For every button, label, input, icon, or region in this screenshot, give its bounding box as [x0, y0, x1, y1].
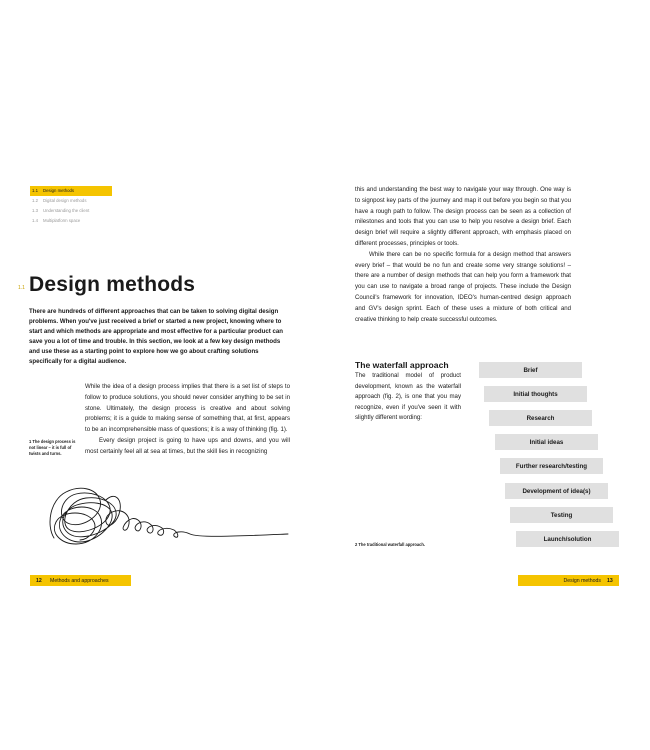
design-process-scribble-illustration [40, 470, 300, 560]
body-paragraph: While the idea of a design process implies that there is a set list of steps to follow to produce solutions, you should never consider anything to be set in stone. Ultimately, the design process is creative and about solving problems; it is a guide to making sense of something that, at first, appears to be an incomprehensible mass of questions; it is a way of thinking (fig. 1). [85, 383, 290, 434]
footer-chapter-label: Methods and approaches [50, 577, 109, 584]
waterfall-step-testing: Testing [510, 507, 613, 523]
waterfall-step-research: Research [489, 410, 592, 426]
toc-label: Understanding the client [43, 208, 90, 213]
toc-label: Multiplatform space [43, 218, 81, 223]
body-text-left [85, 382, 290, 458]
waterfall-step-brief: Brief [479, 362, 582, 378]
waterfall-step-initial-thoughts: Initial thoughts [484, 386, 587, 402]
body-text-right [355, 185, 571, 325]
body-paragraph: While there can be no specific formula for a design method that answers every brief – that would be no fun and create some very strange solutions! – there are a number of design methods that can help you form a framework that you can use to navigate a broad range of projects. These include the Design Council's framework for innovation, IDEO's human-centred design approach and GV's design sprint. Each of these uses a mixture of both critical and creative thinking to help create successful outcomes. [355, 250, 571, 323]
page-number-left: 12 [36, 577, 42, 584]
figure-1-caption: 1 The design process is not linear – it is full of twists and turns. [29, 439, 76, 456]
waterfall-paragraph: The traditional model of product development, known as the waterfall approach (fig. 2), is one that you may recognize, even if you've seen it with slightly different wording: [355, 372, 461, 422]
body-paragraph: Every design project is going to have ups and downs, and you will most certainly feel all at sea at times, but the skill lies in recognizing [85, 436, 290, 455]
toc-number: 1.4 [32, 218, 38, 223]
toc-item-understanding-the-client[interactable] [30, 206, 112, 216]
figure-2-caption: 2 The traditional waterfall approach. [355, 542, 426, 547]
footer-section-label: Design methods [563, 577, 601, 584]
toc-label: Digital design methods [43, 198, 87, 203]
toc-item-multiplatform-space[interactable] [30, 216, 112, 226]
toc-label: Design methods [43, 188, 75, 193]
waterfall-heading: The waterfall approach [355, 360, 449, 370]
waterfall-step-development-of-ideas: Development of idea(s) [505, 483, 608, 499]
footer-right [518, 575, 619, 586]
toc-number: 1.3 [32, 208, 38, 213]
toc-item-design-methods[interactable] [30, 186, 112, 196]
waterfall-step-launch-solution: Launch/solution [516, 531, 619, 547]
footer-left [30, 575, 131, 586]
waterfall-step-further-research-testing: Further research/testing [500, 458, 603, 474]
waterfall-step-initial-ideas: Initial ideas [495, 434, 598, 450]
intro-paragraph: There are hundreds of different approaches that can be taken to solving digital design problems. When you've just received a brief or started a new project, knowing where to start and which methods are appropriate and most effective for a particular product can save you a lot of time and trouble. In this section, we look at a few key design methods and use these as a starting point to explore how we go about crafting solutions specifically for a digital audience. [29, 308, 283, 366]
toc-number: 1.2 [32, 198, 38, 203]
body-paragraph: this and understanding the best way to navigate your way through. One way is to signpost key parts of the journey and map it out before you begin so that you have a rough path to follow. The design process can be seen as a collection of milestones and tools that you can use to help you resolve a design brief. Each design brief will require a slightly different approach, with emphasis placed on different processes, principles or tools. [355, 186, 571, 247]
page-number-right: 13 [607, 577, 613, 584]
toc-number: 1.1 [32, 188, 38, 193]
section-toc [30, 186, 112, 226]
toc-item-digital-design-methods[interactable] [30, 196, 112, 206]
page-title: Design methods [29, 273, 196, 296]
section-number: 1.1 [18, 285, 25, 291]
